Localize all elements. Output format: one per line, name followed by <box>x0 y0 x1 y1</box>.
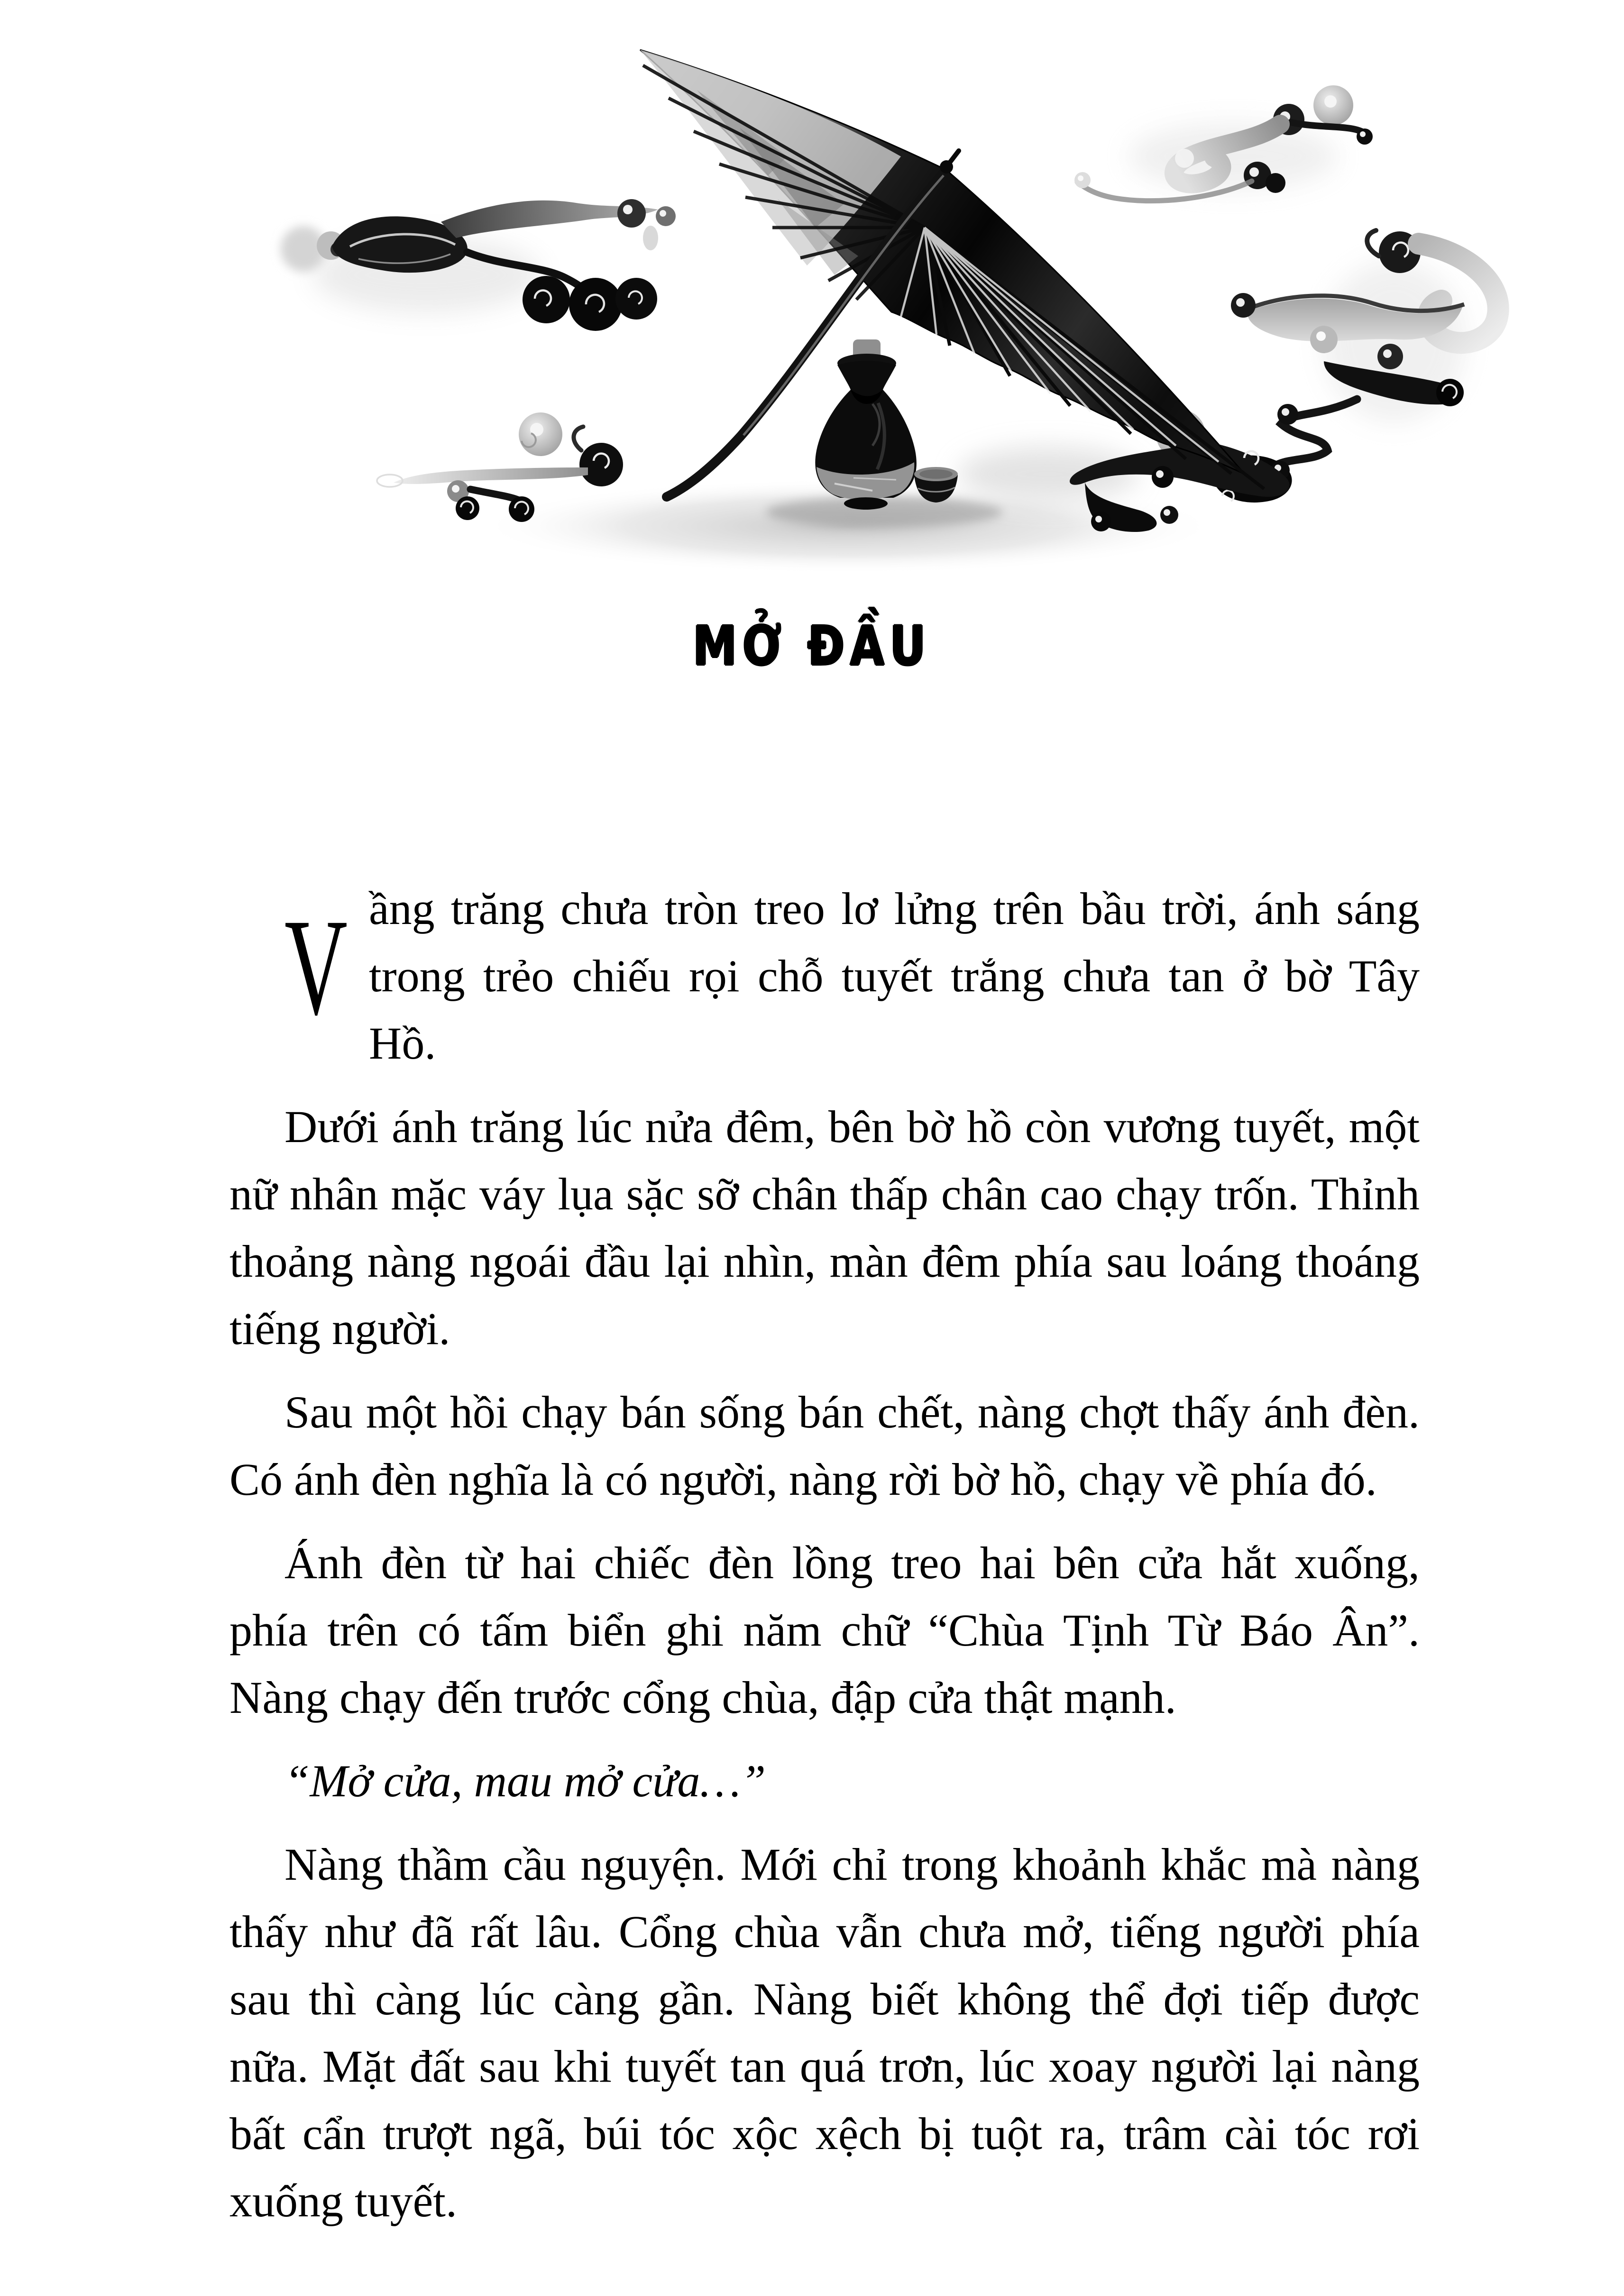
paragraph-6: Nàng thầm cầu nguyện. Mới chỉ trong khoảnh khắc mà nàng thấy như đã rất lâu. Cổng chùa vẫn chưa mở, tiếng người phía sau thì càng lúc càng gần. Nàng biết không thể đợi tiếp được nữa. Mặt đất sau khi tuyết tan quá trơn, lúc xoay người lại nàng bất cẩn trượt ngã, búi tóc xộc xệch bị tuột ra, trâm cài tóc rơi xuống tuyết. <box>229 1839 1420 2226</box>
body-text <box>229 875 1420 2251</box>
paragraph-3: Sau một hồi chạy bán sống bán chết, nàng chợt thấy ánh đèn. Có ánh đèn nghĩa là có người, nàng rời bờ hồ, chạy về phía đó. <box>229 1387 1420 1505</box>
paragraph-5-quote: “Mở cửa, mau mở cửa…” <box>284 1756 766 1806</box>
ink-illustration <box>0 0 1624 621</box>
wine-jug <box>815 339 917 510</box>
paragraph-2: Dưới ánh trăng lúc nửa đêm, bên bờ hồ còn vương tuyết, một nữ nhân mặc váy lụa sặc sỡ chân thấp chân cao chạy trốn. Thỉnh thoảng nàng ngoái đầu lại nhìn, màn đêm phía sau loáng thoáng tiếng người. <box>229 1101 1420 1354</box>
cloud-top-right <box>1074 85 1373 201</box>
chapter-title: MỞ ĐẦU <box>693 614 931 677</box>
umbrella <box>640 50 1264 497</box>
cloud-left <box>281 199 676 331</box>
paragraph-1-text: ầng trăng chưa tròn treo lơ lửng trên bầu trời, ánh sáng trong trẻo chiếu rọi chỗ tuyết trắng chưa tan ở bờ Tây Hồ. <box>369 883 1420 1069</box>
paragraph-4: Ánh đèn từ hai chiếc đèn lồng treo hai bên cửa hắt xuống, phía trên có tấm biển ghi năm chữ “Chùa Tịnh Từ Báo Ân”. Nàng chạy đến trước cổng chùa, đập cửa thật mạnh. <box>229 1537 1420 1723</box>
drop-cap: V <box>284 891 348 1044</box>
paragraph-1 <box>229 875 1420 1077</box>
